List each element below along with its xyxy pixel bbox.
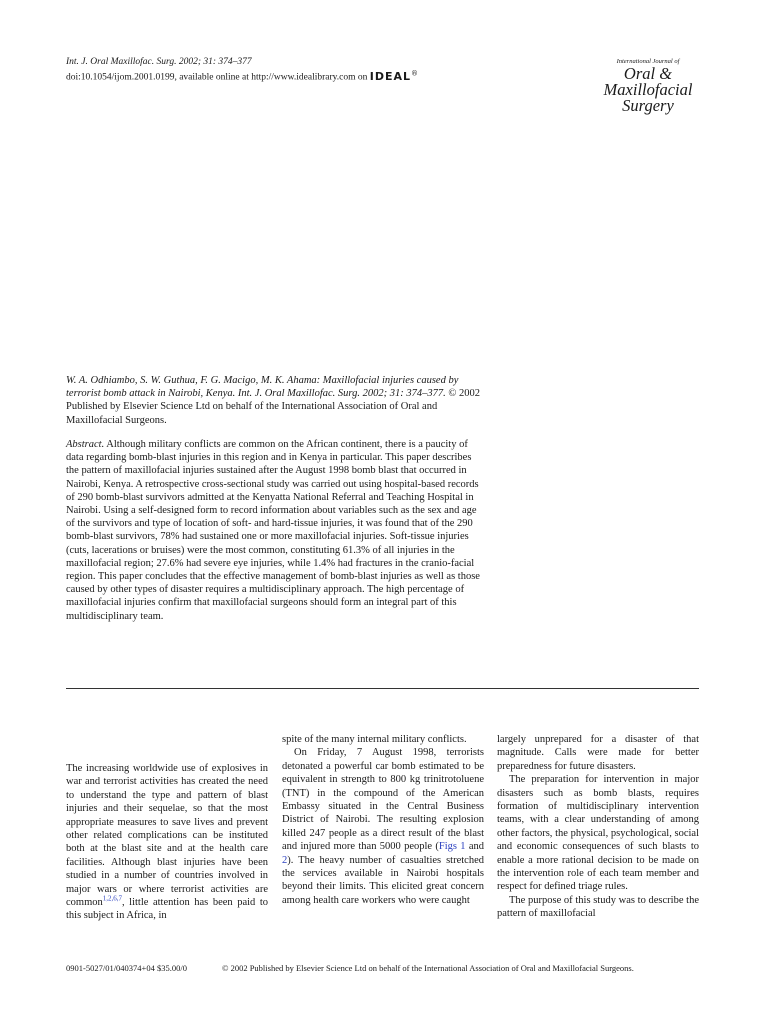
intro-text-cont: , little attention has been paid to this subject in Africa, in	[66, 897, 268, 922]
col3-paragraph-2: The preparation for intervention in major disasters such as bomb blasts, requires formation of multidisciplinary intervention teams, with a clear understanding of among other factors, the physical, psychological, social and economic consequences of such blasts to enable a more rational decision to be made on the intervention role of each team member and respect for defined triage rules.	[497, 774, 699, 893]
reference-authors-title: W. A. Odhiambo, S. W. Guthua, F. G. Macigo, M. K. Ahama: Maxillofacial injuries caused by terrorist bomb attack in Nairobi, Kenya. Int. J. Oral Maxillofac. Surg. 2002; 31: 374–377.	[66, 375, 459, 400]
col2-paragraph-2: On Friday, 7 August 1998, terrorists detonated a powerful car bomb estimated to be equivalent in strength to 800 kg trinitrotoluene (TNT) in the compound of the American Embassy situated in the Central Business District of Nairobi. The resulting explosion killed 247 people as a direct result of the blast and injured more than 5000 people (Figs 1 and 2). The heavy number of casualties stretched the services available in Nairobi hospitals beyond their limits. This elicited great concern among health care workers who were caught	[282, 747, 484, 906]
journal-logo	[588, 58, 708, 114]
section-divider	[66, 688, 699, 689]
journal-logo-small: International Journal of	[616, 58, 680, 65]
col2-paragraph-1: spite of the many internal military conflicts.	[282, 734, 467, 745]
journal-logo-line3: Surgery	[622, 96, 674, 115]
reference-copyright: © 2002 Published by Elsevier Science Ltd on behalf of the International Association of Oral and Maxillofacial Surgeons.	[66, 388, 480, 426]
abstract	[66, 438, 486, 623]
abstract-text: Although military conflicts are common on the African continent, there is a paucity of data regarding bomb-blast injuries in this region and in Kenya in particular. This paper describes the pattern of maxillofacial injuries sustained after the August 1998 bomb blast that occurred in Nairobi, Kenya. A retrospective cross-sectional study was carried out using hospital-based records of 290 bomb-blast survivors admitted at the Kenyatta National Referral and Teaching Hospital in Nairobi. Using a self-designed form to record information about variables such as the sex and age of the survivors and type of location of soft- and hard-tissue injuries, it was found that of the 290 bomb-blast survivors, 78% had sustained one or more maxillofacial injuries. Soft-tissue injuries (cuts, lacerations or bruises) were the most common, constituting 61.3% of all injuries in the maxillofacial region; 27.6% had severe eye injuries, while 1.4% had fractures in the cranio-facial region. This paper concludes that the effective management of bomb-blast injuries as well as those caused by other types of disaster requires a multidisciplinary approach. The high percentage of maxillofacial injuries confirm that maxillofacial surgeons should form an integral part of this multidisciplinary team.	[66, 439, 480, 622]
figure-1-link[interactable]: Figs 1	[438, 841, 466, 853]
body-column-3	[497, 733, 699, 921]
footer-copyright: © 2002 Published by Elsevier Science Ltd on behalf of the International Association of Oral and Maxillofacial Surgeons.	[222, 963, 634, 973]
journal-logo-line2: Maxillofacial	[603, 80, 693, 99]
citation-header	[66, 57, 419, 84]
doi-text: doi:10.1054/ijom.2001.0199, available online at http://www.idealibrary.com on	[66, 72, 368, 83]
col3-paragraph-1: largely unprepared for a disaster of that magnitude. Calls were made for better preparedness for future disasters.	[497, 734, 699, 772]
article-reference	[66, 374, 486, 427]
col3-paragraph-3: The purpose of this study was to describe the pattern of maxillofacial	[497, 894, 699, 920]
footer-issn: 0901-5027/01/040374+04 $35.00/0	[66, 963, 187, 973]
figure-2-link[interactable]: 2	[282, 854, 288, 866]
ideal-logo[interactable]: IDEAL®	[369, 69, 420, 83]
abstract-label: Abstract.	[66, 439, 105, 450]
citation-refs-link[interactable]: 1,2,6,7	[102, 894, 122, 903]
doi-line	[66, 68, 419, 84]
intro-text: The increasing worldwide use of explosives in war and terrorist activities has created the need to understand the type and pattern of blast injuries and their sequelae, so that the most appropriate measures to save lives and prevent other related complications can be instituted both at the blast site and at the health care facilities. Although blast injuries have been studied in a number of countries involved in major wars or where terrorist activities are common	[66, 763, 268, 909]
journal-logo-line1: Oral &	[623, 64, 673, 83]
body-column-1	[66, 762, 268, 923]
body-column-2	[282, 733, 484, 907]
journal-citation: Int. J. Oral Maxillofac. Surg. 2002; 31: 374–377	[66, 57, 252, 67]
